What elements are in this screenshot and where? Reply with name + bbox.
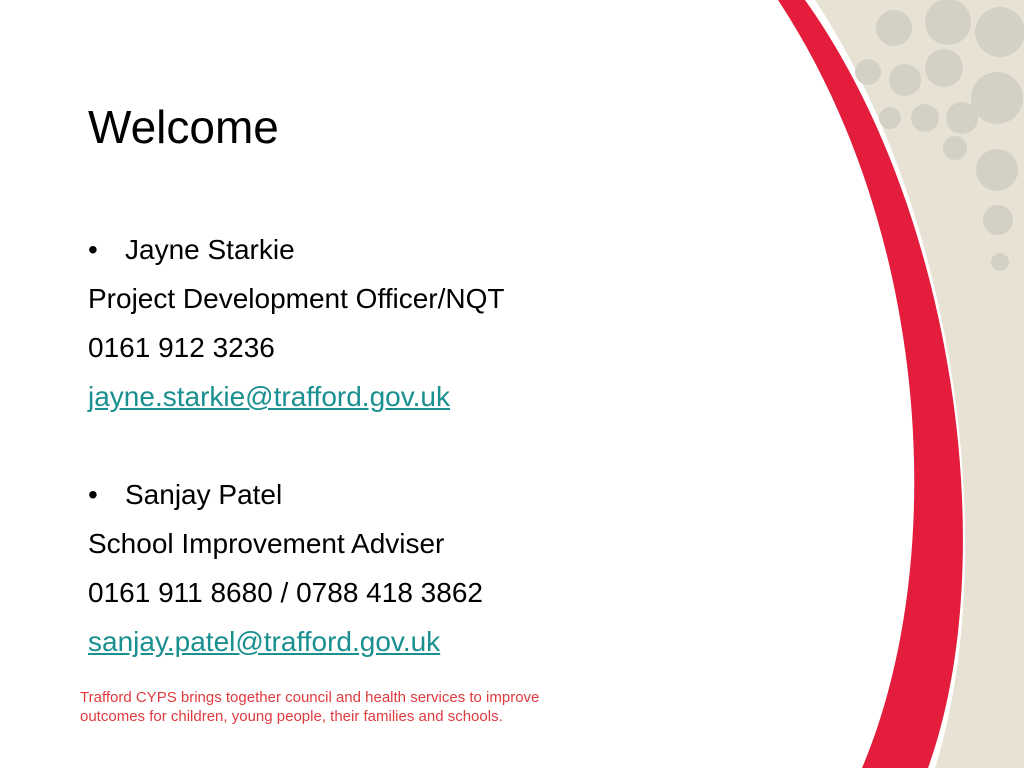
contact-email-line (88, 375, 728, 424)
bullet-icon: • (88, 234, 98, 265)
dot (925, 49, 963, 87)
contact-name: Sanjay Patel (125, 479, 283, 510)
dot (911, 104, 939, 132)
spacer (88, 424, 728, 473)
contact-phone: 0161 912 3236 (88, 332, 275, 363)
footer-line: Trafford CYPS brings together council and health services to improve (80, 689, 540, 706)
contact-email-link[interactable]: jayne.starkie@trafford.gov.uk (88, 381, 451, 412)
contact-name-line (88, 228, 728, 277)
contact-email-link[interactable]: sanjay.patel@trafford.gov.uk (88, 626, 441, 657)
dot (879, 107, 901, 129)
contact-phone: 0161 911 8680 / 0788 418 3862 (88, 577, 483, 608)
slide-title: Welcome (88, 101, 279, 153)
dot (889, 64, 921, 96)
contact-name-line (88, 473, 728, 522)
dot (975, 7, 1024, 57)
contact-role: Project Development Officer/NQT (88, 283, 505, 314)
dot (855, 59, 881, 85)
dot (876, 10, 912, 46)
footer-tagline (80, 688, 539, 726)
dot (946, 102, 978, 134)
contact-role: School Improvement Adviser (88, 528, 445, 559)
bullet-icon: • (88, 479, 98, 510)
footer-line: outcomes for children, young people, their families and schools. (80, 708, 503, 725)
contact-email-line (88, 620, 728, 669)
dot (983, 205, 1013, 235)
dot (943, 136, 967, 160)
dot (976, 149, 1018, 191)
dot (925, 0, 971, 45)
dot (991, 253, 1009, 271)
dot (971, 72, 1023, 124)
contacts-list (88, 228, 728, 669)
contact-name: Jayne Starkie (125, 234, 295, 265)
